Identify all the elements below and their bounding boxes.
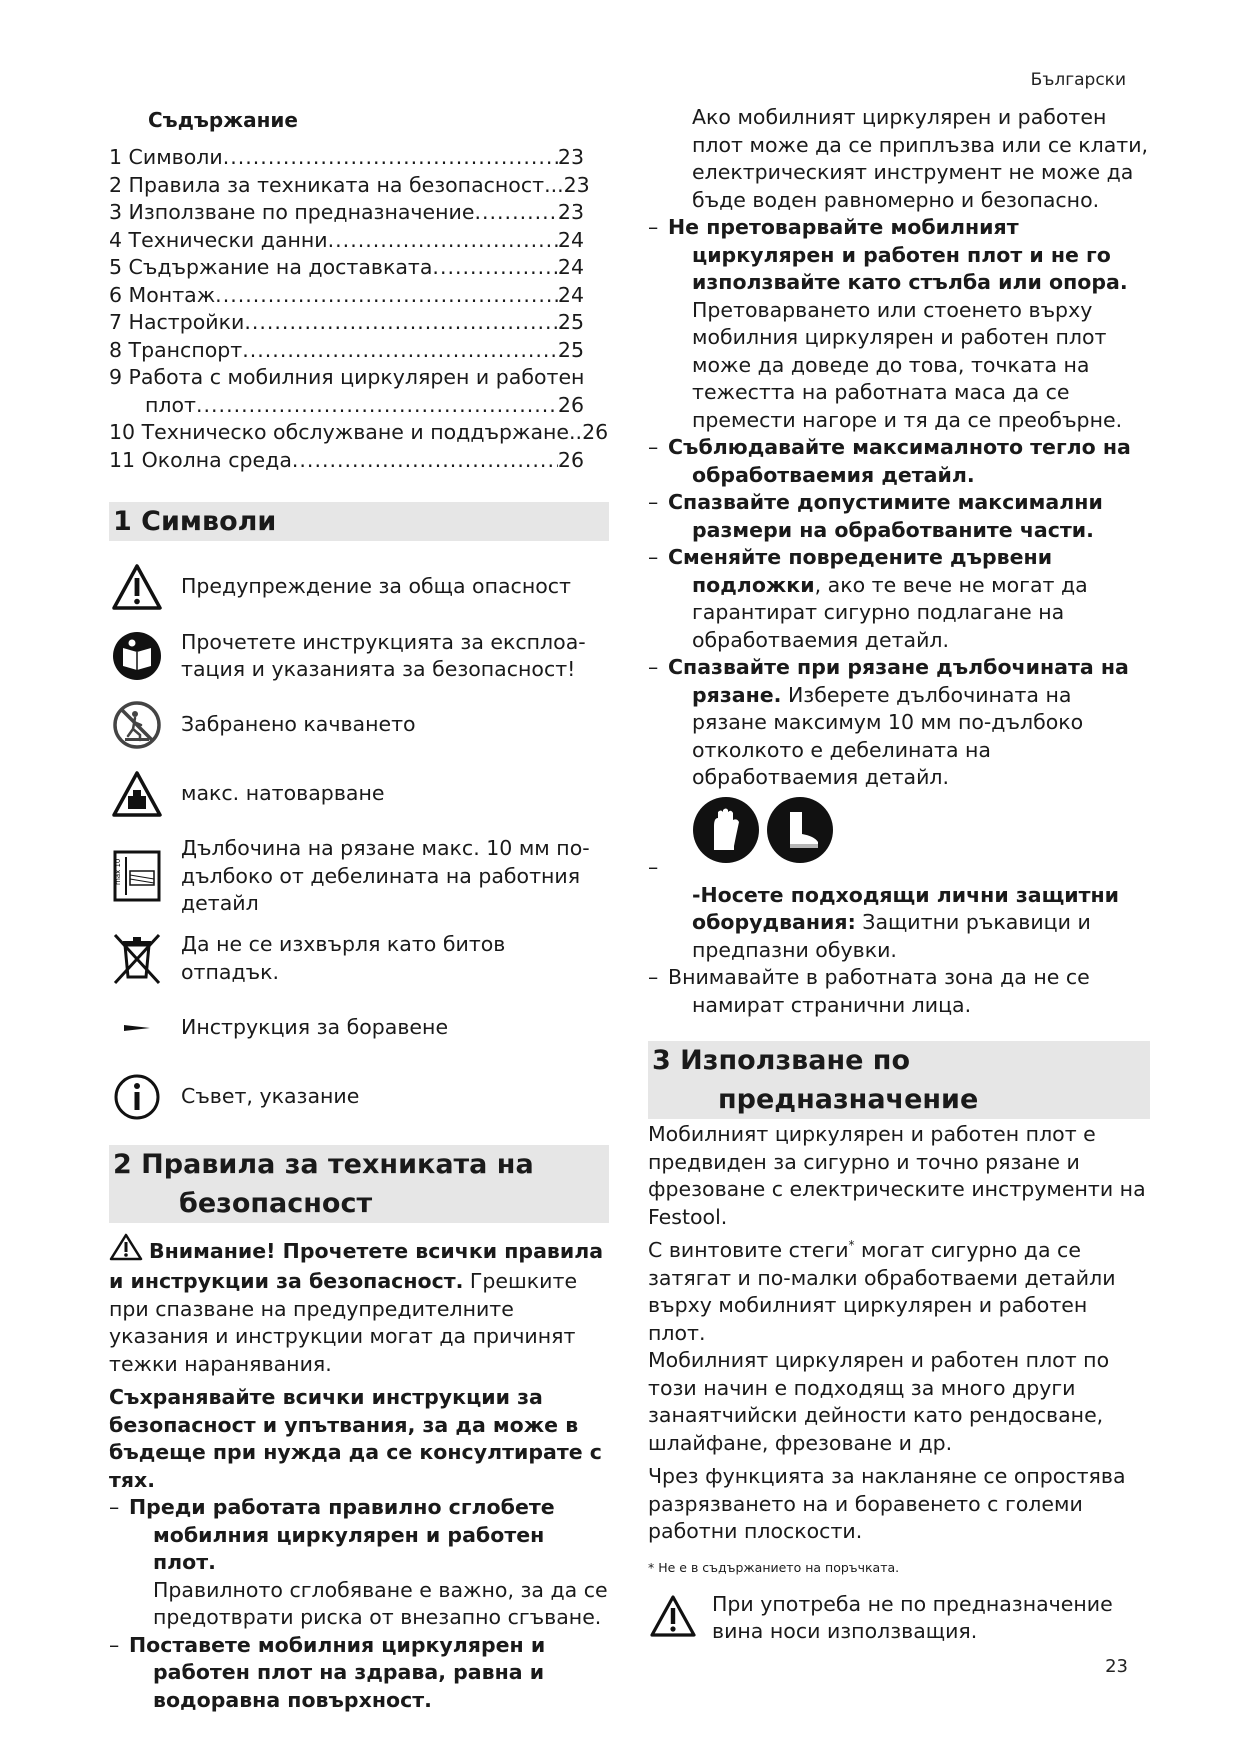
toc-item[interactable]: 9 Работа с мобилния циркулярен и работен плот ..... 26 bbox=[109, 364, 584, 419]
max-load-icon bbox=[109, 766, 165, 822]
page-number: 23 bbox=[1105, 1656, 1128, 1677]
safety-warning-paragraph: Внимание! Прочетете всички правила и инструкции за безопасност. Грешките при спазване на предупредителните указания и инструкции могат да причинят тежки наранявания. bbox=[109, 1233, 609, 1379]
safety-list-item-continued: Ако мобилният циркулярен и работен плот може да се приплъзва или се клати, електрическият инструмент не може да бъде воден равномерно и безопасно. bbox=[692, 105, 1149, 212]
clamps-paragraph: С винтовите стеги* могат сигурно да се затягат и по-малки обработваеми детайли върху мобилният циркулярен и работен плот. bbox=[648, 1238, 1116, 1345]
warning-triangle-icon bbox=[648, 1591, 698, 1641]
safety-list-item: – Сменяйте повредените дървени подложки, ако те вече не могат да гарантират сигурно подлагане на обработваемия детайл. bbox=[648, 545, 1088, 652]
svg-text:max 10: max 10 bbox=[114, 858, 122, 886]
safety-shoes-icon bbox=[766, 796, 834, 868]
left-column bbox=[109, 104, 609, 1714]
section-1-heading: 1 Символи bbox=[109, 502, 609, 541]
toc-item[interactable]: 10 Техническо обслужване и поддържане.. 26 bbox=[109, 420, 609, 444]
right-column bbox=[648, 104, 1150, 1646]
toc-item[interactable]: 6 Монтаж ..... 24 bbox=[109, 282, 584, 310]
section-2-heading: 2 Правила за техниката на безопасност bbox=[109, 1145, 609, 1223]
table-of-contents bbox=[109, 144, 609, 474]
header-language: Български bbox=[1030, 70, 1126, 90]
tilt-paragraph: Чрез функцията за накланяне се опростява разрязването на и боравенето с големи работни плоскости. bbox=[648, 1464, 1126, 1543]
usage-paragraph: Мобилният циркулярен и работен плот по този начин е подходящ за много други занаятчийски дейности като рендосване, шлайфане, фрезоване и др. bbox=[648, 1348, 1110, 1455]
no-stepping-icon bbox=[109, 697, 165, 753]
toc-item[interactable]: 1 Символи ..... 23 bbox=[109, 144, 584, 172]
safety-list-item: – Преди работата правилно сглобете мобилния циркулярен и работен плот. bbox=[109, 1495, 555, 1574]
safety-list-item: – Съблюдавайте максималното тегло на обработваемия детайл. bbox=[648, 435, 1131, 487]
safety-list-item: – Внимавайте в работната зона да не се намират странични лица. bbox=[648, 965, 1090, 1017]
assembly-note: Правилното сглобяване е важно, за да се предотврати риска от внезапно сгъване. bbox=[153, 1577, 608, 1629]
read-manual-icon bbox=[109, 628, 165, 684]
safety-list-item: – Не претоварвайте мобилният циркулярен и работен плот и не го използвайте като стълба или опора. Претоварването или стоенето върху мобилния циркулярен и работен плот може да доведе до това, точката на тежестта на работната маса да се премести нагоре и тя да се преобърне. bbox=[648, 215, 1128, 432]
safety-list-item: – Поставете мобилния циркулярен и работен плот на здрава, равна и водоравна повърхност. bbox=[109, 1632, 546, 1712]
symbol-row: Предупреждение за обща опасност bbox=[109, 559, 609, 615]
warning-triangle-icon bbox=[109, 1233, 143, 1269]
toc-item[interactable]: 4 Технически данни ..... 24 bbox=[109, 227, 584, 255]
toc-item[interactable]: 11 Околна среда ..... 26 bbox=[109, 447, 584, 475]
cut-depth-icon bbox=[109, 848, 165, 904]
toc-item[interactable]: 3 Използване по предназначение ..... 23 bbox=[109, 199, 584, 227]
symbol-row: Да не се изхвърля като битов отпадък. bbox=[109, 931, 609, 987]
safety-list-item: – Спазвайте при рязане дълбочината на рязане. Изберете дълбочината на рязане максимум 10 мм по-дълбоко отколкото е дебелината на обработваемия детайл. bbox=[648, 655, 1129, 789]
symbol-row: Прочетете инструкцията за експлоа-тация и указанията за безопасност! bbox=[109, 628, 609, 684]
keep-instructions-paragraph: Съхранявайте всички инструкции за безопасност и упътвания, за да може в бъдеще при нужда да се консултирате с тях. bbox=[109, 1385, 602, 1492]
gloves-icon bbox=[692, 796, 760, 868]
symbol-row: max 10 Дълбочина на рязане макс. 10 мм по-дълбоко от дебелината на работния детайл bbox=[109, 835, 609, 918]
symbol-row: макс. натоварване bbox=[109, 766, 609, 822]
ppe-item: -Носете подходящи лични защитни оборудвания: Защитни ръкавици и предпазни обувки. bbox=[692, 882, 1120, 962]
symbol-row: Съвет, указание bbox=[109, 1069, 609, 1125]
intended-use-paragraph: Мобилният циркулярен и работен плот е предвиден за сигурно и точно рязане и фрезоване с електрическите инструменти на Festool. bbox=[648, 1122, 1146, 1229]
ppe-icons-row: – bbox=[648, 796, 1150, 882]
toc-item[interactable]: 7 Настройки ..... 25 bbox=[109, 309, 584, 337]
no-household-waste-icon bbox=[109, 931, 165, 987]
symbol-row: Забранено качването bbox=[109, 697, 609, 753]
toc-item[interactable]: 5 Съдържание на доставката ..... 24 bbox=[109, 254, 584, 282]
toc-title: Съдържание bbox=[148, 108, 298, 132]
safety-list-item: – Спазвайте допустимите максимални размери на обработваните части. bbox=[648, 490, 1103, 542]
arrow-icon bbox=[109, 1000, 165, 1056]
toc-item[interactable]: 2 Правила за техниката на безопасност... 23 bbox=[109, 172, 590, 197]
footnote: * Не е в съдържанието на поръчката. bbox=[648, 1559, 900, 1575]
toc-item[interactable]: 8 Транспорт ..... 25 bbox=[109, 337, 584, 365]
misuse-warning: При употреба не по предназначение вина носи използващия. bbox=[648, 1591, 1150, 1646]
section-3-heading: 3 Използване по предназначение bbox=[648, 1041, 1150, 1119]
warning-triangle-icon bbox=[109, 559, 165, 615]
info-icon bbox=[109, 1069, 165, 1125]
symbols-list bbox=[109, 559, 609, 1125]
symbol-row: Инструкция за боравене bbox=[109, 1000, 609, 1056]
